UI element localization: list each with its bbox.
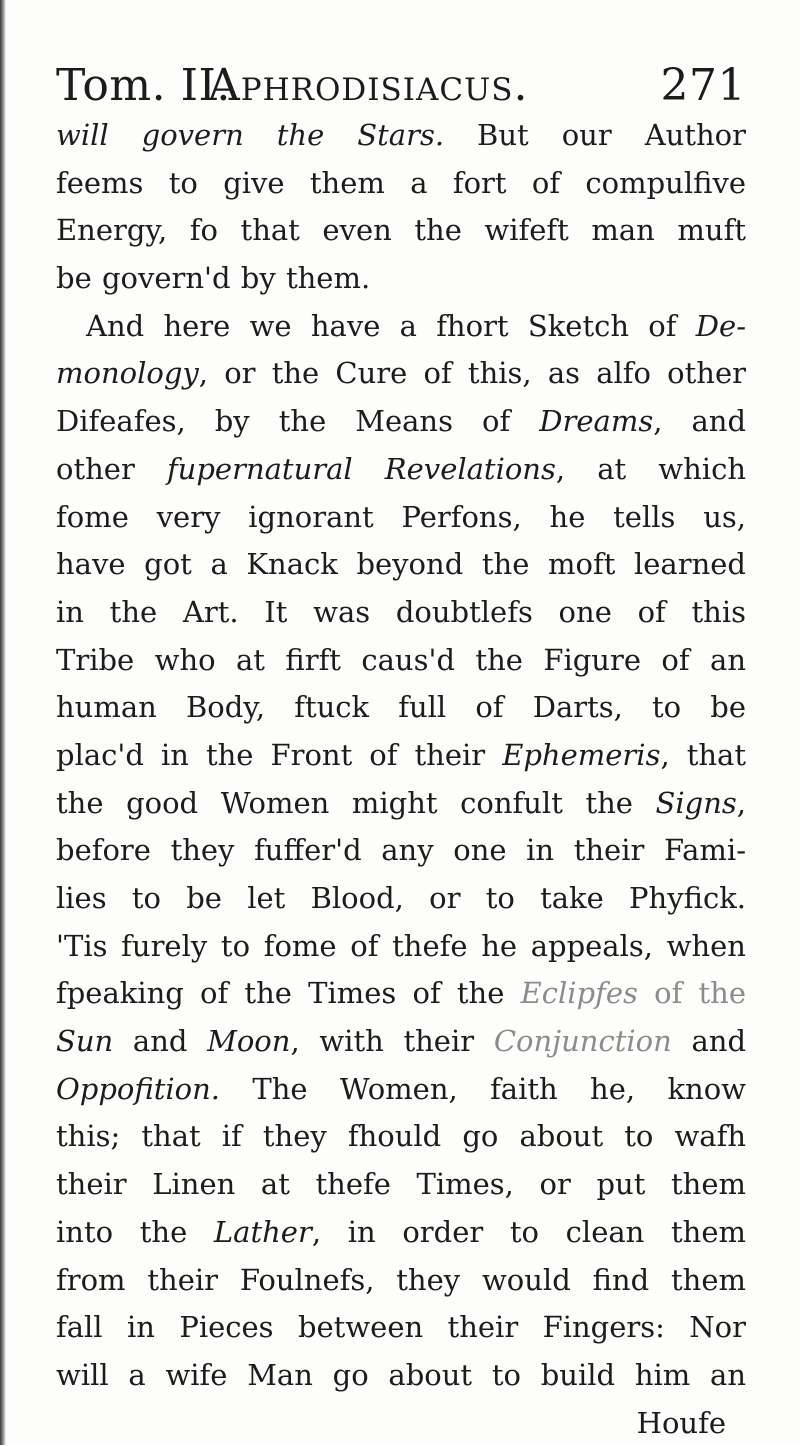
text-run: of the bbox=[637, 976, 746, 1011]
running-head bbox=[56, 60, 746, 120]
text-line bbox=[56, 1161, 746, 1209]
text-run: and bbox=[671, 1024, 747, 1059]
text-run: other bbox=[56, 451, 167, 486]
text-run: fall in Pieces between their Fingers: Nor bbox=[56, 1310, 746, 1345]
italic-phrase: Lather bbox=[213, 1214, 312, 1249]
text-run: Tribe who at firft caus'd the Figure of an bbox=[56, 642, 746, 677]
text-run: be govern'd by them. bbox=[56, 261, 371, 296]
text-line bbox=[56, 1113, 746, 1161]
text-line bbox=[56, 1209, 746, 1257]
text-line bbox=[56, 923, 746, 971]
text-run: fpeaking of the Times of the bbox=[56, 976, 521, 1011]
text-run: But our Author bbox=[444, 118, 746, 152]
text-run: before they fuffer'd any one in their Fami- bbox=[56, 833, 746, 868]
italic-phrase: Dreams bbox=[539, 404, 654, 439]
page-gutter-shadow bbox=[0, 0, 6, 1445]
text-run: Houfe bbox=[636, 1405, 726, 1440]
text-run: will a wife Man go about to build him an bbox=[56, 1357, 746, 1392]
text-run: , in order to clean them bbox=[311, 1214, 746, 1249]
text-run: from their Foulnefs, they would find them bbox=[56, 1262, 746, 1297]
italic-phrase: will govern the Stars. bbox=[56, 118, 445, 152]
text-run: lies to be let Blood, or to take Phyfick. bbox=[56, 881, 746, 915]
text-run: human Body, ftuck full of Darts, to be bbox=[56, 690, 746, 725]
text-line bbox=[56, 589, 746, 637]
text-run: into the bbox=[56, 1214, 214, 1249]
text-line bbox=[56, 160, 746, 208]
italic-phrase: Eclipfes bbox=[520, 976, 638, 1011]
italic-phrase: Oppofition. bbox=[56, 1071, 220, 1106]
text-line bbox=[56, 875, 746, 923]
text-line bbox=[56, 1352, 746, 1400]
text-line bbox=[56, 446, 746, 494]
italic-phrase: fupernatural Revelations bbox=[166, 451, 556, 486]
text-run: And here we have a fhort Sketch of bbox=[86, 308, 696, 343]
text-run: have got a Knack beyond the moft learned bbox=[56, 547, 746, 582]
text-run: feems to give them a fort of compulfive bbox=[56, 165, 746, 200]
text-line bbox=[56, 684, 746, 732]
text-run: Difeafes, by the Means of bbox=[56, 404, 540, 439]
italic-phrase: Ephemeris bbox=[502, 737, 661, 772]
text-run: the good Women might confult the bbox=[56, 785, 656, 820]
text-line bbox=[56, 1066, 746, 1114]
catchword bbox=[56, 1400, 746, 1447]
text-line bbox=[56, 637, 746, 685]
page-number: 271 bbox=[660, 60, 746, 111]
body-text bbox=[56, 112, 746, 1447]
running-head-volume: Tom. II. bbox=[56, 60, 231, 111]
text-run: Energy, fo that even the wifeft man muft bbox=[56, 213, 746, 248]
text-line bbox=[56, 1018, 746, 1066]
italic-phrase: monology bbox=[56, 356, 199, 391]
text-run: , with their bbox=[290, 1024, 494, 1059]
text-line bbox=[56, 970, 746, 1018]
text-line bbox=[56, 1304, 746, 1352]
text-run: 'Tis furely to fome of thefe he appeals, when bbox=[56, 928, 746, 963]
text-line bbox=[56, 494, 746, 542]
text-line bbox=[56, 303, 746, 351]
text-line bbox=[56, 398, 746, 446]
italic-phrase: Conjunction bbox=[493, 1024, 672, 1059]
text-run: plac'd in the Front of their bbox=[56, 737, 503, 772]
text-line bbox=[56, 255, 746, 303]
text-run: The Women, faith he, know bbox=[220, 1071, 746, 1106]
text-run: fome very ignorant Perfons, he tells us, bbox=[56, 499, 746, 534]
text-line bbox=[56, 112, 746, 160]
text-run: in the Art. It was doubtlefs one of this bbox=[56, 594, 746, 629]
italic-phrase: Moon bbox=[207, 1024, 291, 1059]
text-run: , or the Cure of this, as alfo other bbox=[198, 356, 746, 391]
text-line bbox=[56, 1257, 746, 1305]
text-run: their Linen at thefe Times, or put them bbox=[56, 1167, 746, 1202]
text-line bbox=[56, 207, 746, 255]
text-line bbox=[56, 541, 746, 589]
text-run: , at which bbox=[555, 451, 746, 486]
running-head-title: Aphrodisiacus. bbox=[208, 60, 529, 111]
text-run: , bbox=[736, 785, 746, 820]
text-run: , and bbox=[653, 404, 747, 439]
text-run: , that bbox=[660, 737, 747, 772]
italic-phrase: Sun bbox=[56, 1024, 114, 1059]
text-line bbox=[56, 827, 746, 875]
text-line bbox=[56, 732, 746, 780]
text-run: and bbox=[113, 1024, 208, 1059]
text-line bbox=[56, 780, 746, 828]
italic-phrase: De- bbox=[695, 308, 746, 343]
text-line bbox=[56, 350, 746, 398]
italic-phrase: Signs bbox=[655, 785, 737, 820]
text-run: this; that if they fhould go about to wafh bbox=[56, 1119, 746, 1154]
